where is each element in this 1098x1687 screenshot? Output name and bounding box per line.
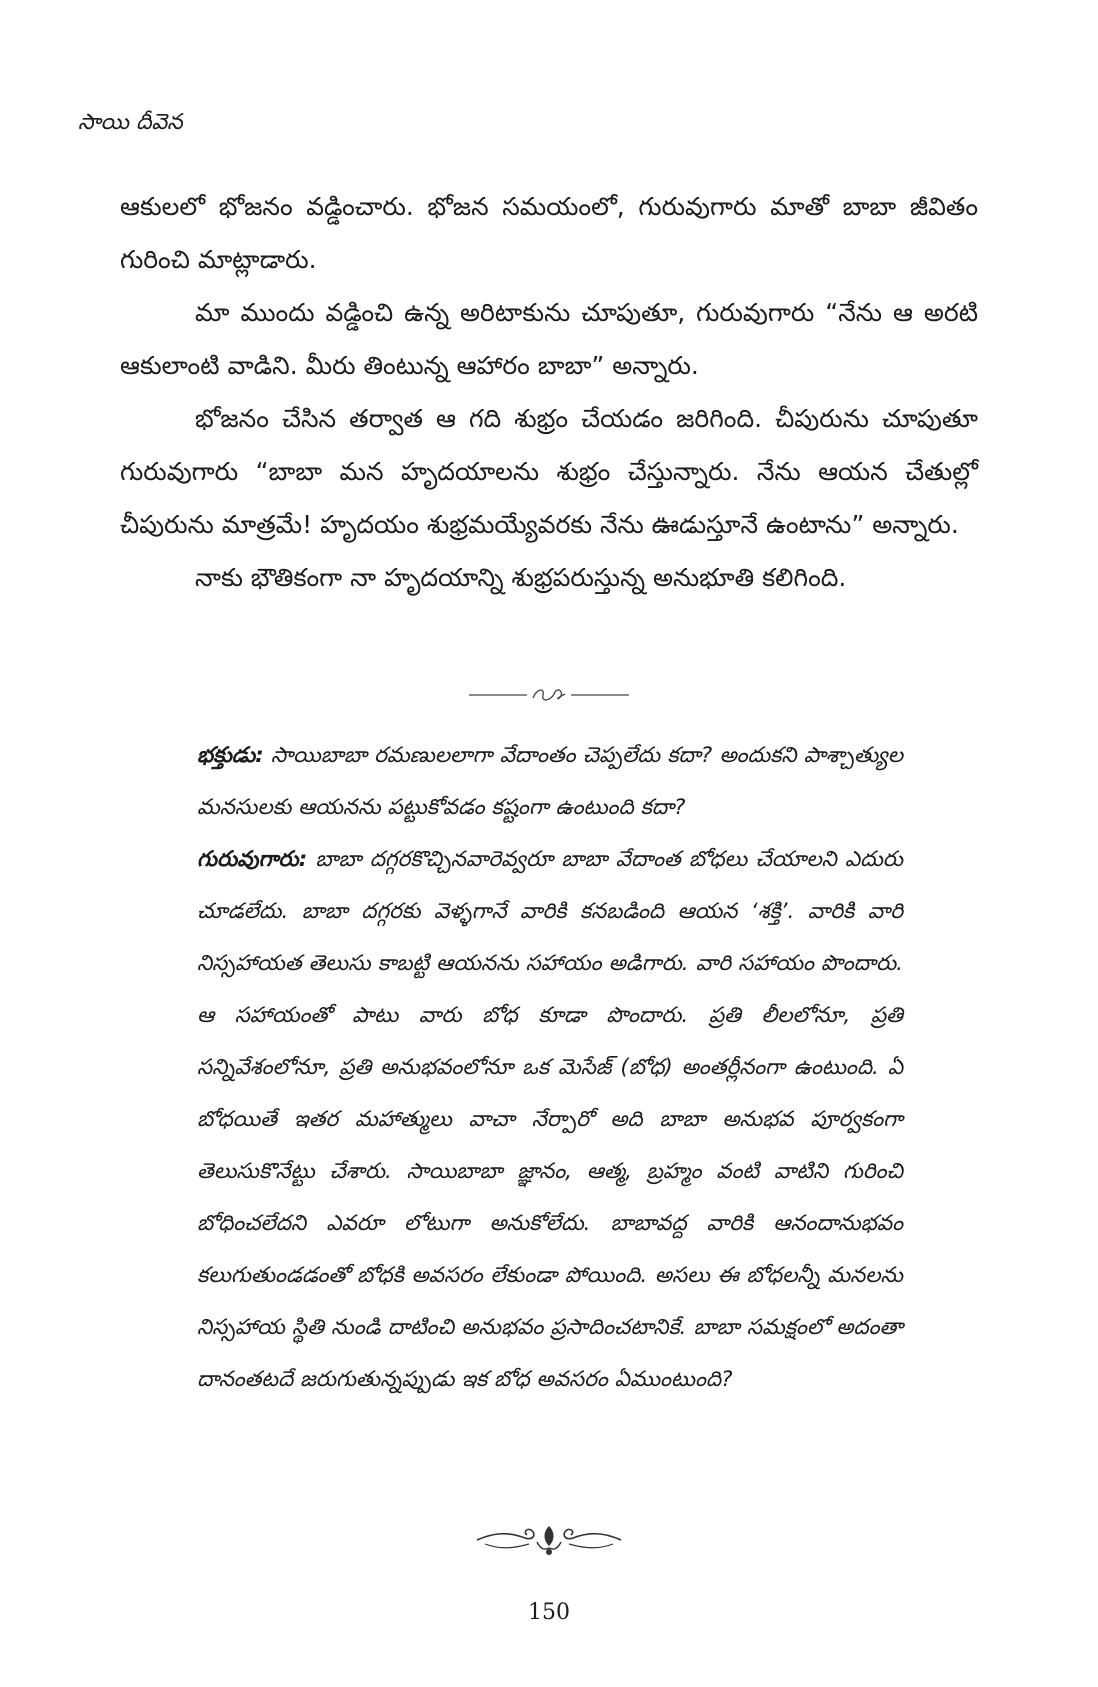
narrative-text	[120, 180, 978, 604]
page-number: 150	[528, 1600, 570, 1625]
running-head: సాయి దీవెన	[78, 110, 183, 135]
answer-text: బాబా దగ్గరకొచ్చినవారెవ్వరూ బాబా వేదాంత బోధలు చేయాలని ఎదురు చూడలేదు. బాబా దగ్గరకు వెళ్ళగానే వారికి కనబడింది ఆయన ‘శక్తి’. వారికి వారి నిస్సహాయత తెలుసు కాబట్టి ఆయనను సహాయం అడిగారు. వారి సహాయం పొందారు. ఆ సహాయంతో పాటు వారు బోధ కూడా పొందారు. ప్రతి లీలలోనూ, ప్రతి సన్నివేశంలోనూ, ప్రతి అనుభవంలోనూ ఒక మెసేజ్ (బోధ) అంతర్లీనంగా ఉంటుంది. ఏ బోధయితే ఇతర మహాత్ములు వాచా నేర్పారో అది బాబా అనుభవ పూర్వకంగా తెలుసుకొనేట్టు చేశారు. సాయిబాబా జ్ఞానం, ఆత్మ, బ్రహ్మం వంటి వాటిని గురించి బోధించలేదని ఎవరూ లోటుగా అనుకోలేదు. బాబావద్ద వారికి ఆనందానుభవం కలుగుతుండడంతో బోధకి అవసరం లేకుండా పోయింది. అసలు ఈ బోధలన్నీ మనలను నిస్సహాయ స్థితి నుండి దాటించి అనుభవం ప్రసాదించటానికే. బాబా సమక్షంలో అదంతా దానంతటదే జరుగుతున్నప్పుడు ఇక బోధ అవసరం ఏముంటుంది?	[197, 847, 903, 1392]
paragraph-4: నాకు భౌతికంగా నా హృదయాన్ని శుభ్రపరుస్తున్న అనుభూతి కలిగింది.	[195, 563, 847, 592]
paragraph-1: ఆకులలో భోజనం వడ్డించారు. భోజన సమయంలో, గురువుగారు మాతో బాబా జీవితం గురించి మాట్లాడారు.	[120, 192, 978, 274]
question-text: సాయిబాబా రమణులలాగా వేదాంతం చెప్పలేదు కదా? అందుకని పాశ్చాత్యుల మనసులకు ఆయనను పట్టుకోవడం కష్టంగా ఉంటుంది కదా?	[197, 743, 904, 820]
fleuron-ornament-icon	[475, 1520, 623, 1560]
question-answer-block	[197, 730, 903, 1406]
question-speaker: భక్తుడు:	[197, 743, 264, 768]
answer-speaker: గురువుగారు:	[197, 847, 308, 872]
question	[197, 730, 903, 834]
paragraph-3: భోజనం చేసిన తర్వాత ఆ గది శుభ్రం చేయడం జరిగింది. చీపురును చూపుతూ గురువుగారు “బాబా మన హృదయాలను శుభ్రం చేస్తున్నారు. నేను ఆయన చేతుల్లో చీపురును మాత్రమే! హృదయం శుభ్రమయ్యేవరకు నేను ఊడుస్తూనే ఉంటాను” అన్నారు.	[120, 404, 978, 539]
paragraph-2: మా ముందు వడ్డించి ఉన్న అరిటాకును చూపుతూ, గురువుగారు “నేను ఆ అరటి ఆకులాంటి వాడిని. మీరు తింటున్న ఆహారం బాబా” అన్నారు.	[120, 298, 978, 380]
section-divider-icon	[469, 682, 629, 708]
answer	[197, 834, 903, 1406]
